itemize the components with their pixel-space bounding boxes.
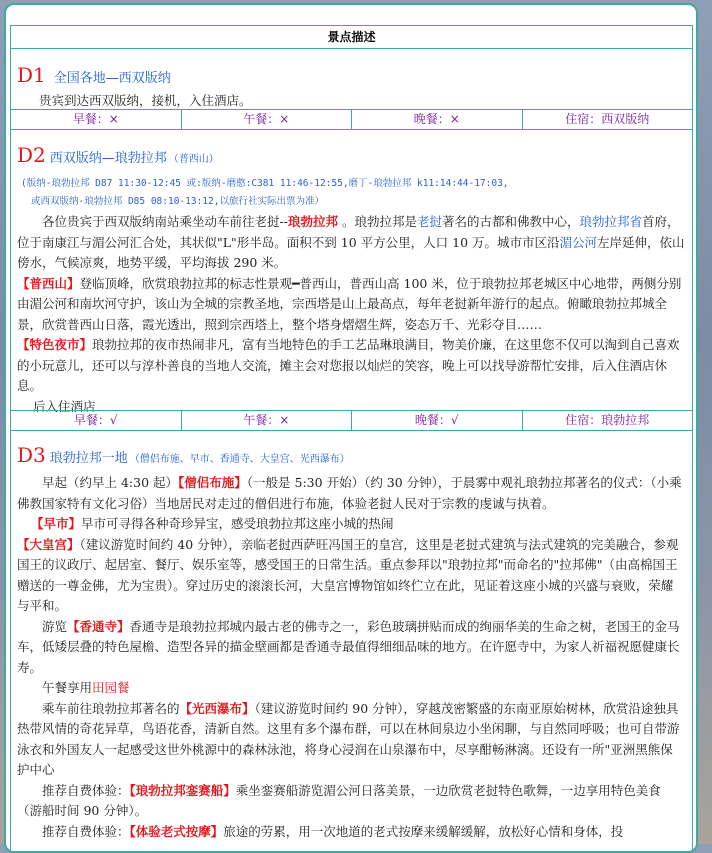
- day1-title: [17, 63, 171, 87]
- day3-section: [10, 431, 693, 851]
- day3-xiangtong: 游览【香通寺】香通寺是琅勃拉邦城内最古老的佛寺之一，彩色玻璃拼贴而成的绚丽华美的生命之树，老国王的金马车，低矮层叠的特色屋檐、造型各异的描金壁画都是香通寺最值得细细品味的地方。在许愿寺中，为家人祈福祝愿健康长寿。: [17, 618, 680, 675]
- itinerary-sheet: [4, 3, 698, 853]
- day2-puxi: 【普西山】登临顶峰，欣赏琅勃拉邦的标志性景观━普西山，普西山高 100 米，位于琅勃拉邦老城区中心地带，两侧分别由湄公河和南坎河守护，该山为全城的宗教圣地，宗西塔是山上最高点，每年老挝新年游行的起点。俯瞰琅勃拉邦城全景，欣赏普西山日落，霞光透出，照到宗西塔上，整个塔身熠熠生辉，姿态万千、光彩夺目……: [17, 275, 682, 332]
- day3-text: [17, 473, 685, 842]
- day1-meals: [10, 109, 693, 130]
- day3-number: D3: [17, 443, 46, 467]
- day1-breakfast: 早餐：×: [11, 110, 182, 129]
- day1-route: 全国各地—西双版纳: [53, 71, 171, 86]
- day3-title: [17, 443, 350, 467]
- day1-section: [10, 49, 693, 109]
- day1-body: 贵宾到达西双版纳，接机，入住酒店。: [39, 93, 252, 108]
- day2-title: [17, 143, 219, 167]
- day2-route: 西双版纳—琅勃拉邦: [49, 151, 167, 166]
- day2-lunch: 午餐：×: [182, 411, 353, 430]
- day2-hotel: 住宿：琅勃拉邦: [565, 413, 650, 427]
- day2-meals: [10, 410, 693, 431]
- day3-palace: 【大皇宫】（建议游览时间约 40 分钟），亲临老挝西萨旺冯国王的皇宫，这里是老挝式建筑与法式建筑的完美融合，参观国王的议政厅、起居室、餐厅、娱乐室等，感受国王的日常生活。重点参拜以"琅勃拉邦"而命名的"拉邦佛"（由高棉国王赠送的一尊金佛，尤为宝贵）。穿过历史的滚滚长河，大皇宫博物馆如终伫立在此，见证着这座小城的兴盛与衰败，荣耀与平和。: [17, 536, 679, 613]
- day2-train-line1: (版纳-琅勃拉邦 D87 11:30-12:45 或:版纳-磨憨:C381 11:46-12:55,磨丁-琅勃拉邦 k11:14:44-17:03,: [21, 178, 509, 189]
- day1-hotel: 住宿：西双版纳: [565, 112, 650, 126]
- section-header: 景点描述: [10, 25, 693, 49]
- day2-breakfast: 早餐：√: [11, 411, 182, 430]
- day3-massage: 推荐自费体验：【体验老式按摩】旅途的劳累，用一次地道的老式按摩来缓解缓解，放松好心情和身体，投: [42, 823, 624, 839]
- day2-hotel-note: 后入住酒店: [33, 398, 96, 414]
- day2-text: [17, 212, 685, 417]
- day2-section: [10, 130, 693, 414]
- day3-alms: 早起（约早上 4:30 起）【僧侣布施】（一般是 5:30 开始）（约 30 分钟），于晨雾中观礼琅勃拉邦著名的仪式：（小乘佛教国家特有文化习俗）当地居民对走过的僧侣进行布施，体验老挝人民对于宗教的虔诚与执着。: [17, 475, 682, 511]
- day2-nightmarket: 【特色夜市】琅勃拉邦的夜市热闹非凡，富有当地特色的手工艺品琳琅满目，物美价廉，在这里您不仅可以淘到自己喜欢的小玩意儿，还可以与淳朴善良的当地人交流，摊主会对您报以灿烂的笑容，晚上可以找导游帮忙安排，后入住酒店休息。: [17, 337, 680, 393]
- day1-number: D1: [17, 63, 46, 87]
- day3-route: 琅勃拉邦一地: [49, 451, 128, 466]
- day3-kuangsi: 乘车前往琅勃拉邦著名的【光西瀑布】（建议游览时间约 90 分钟），穿越茂密繁盛的东南亚原始树林，欣赏沿途独具热带风情的奇花异草，鸟语花香，清新自然。这里有多个瀑布群，可以在林间泉边小坐闲聊，与自然同呼吸；也可自带游泳衣和外国友人一起感受这世外桃源中的森林泳池，将身心浸润在山泉瀑布中，尽享酣畅淋漓。还设有一所"亚洲黑熊保护中心: [17, 700, 680, 777]
- day2-train-line2: 或西双版纳-琅勃拉邦 D85 08:10-13:12,以旅行社实际出票为准）: [31, 196, 324, 207]
- day2-dinner: 晚餐：√: [352, 411, 523, 430]
- day3-lunch: 午餐享用田园餐: [42, 680, 130, 695]
- day2-number: D2: [17, 143, 46, 167]
- day1-lunch: 午餐：×: [182, 110, 353, 129]
- day1-dinner: 晚餐：×: [352, 110, 523, 129]
- day3-boat: 推荐自费体验：【琅勃拉邦銮赛船】乘坐銮赛船游览湄公河日落美景，一边欣赏老挝特色歌舞，一边享用特色美食（游船时间 90 分钟）。: [17, 782, 661, 818]
- day3-sub: （僧侣布施、早市、香通寺、大皇宫、光西瀑布）: [129, 454, 350, 465]
- day2-intro: 各位贵宾于西双版纳南站乘坐动车前往老挝--琅勃拉邦 。琅勃拉邦是老挝著名的古都和佛教中心，琅勃拉邦省首府，位于南康江与湄公河汇合处，其状似"L"形半岛。面积不到 10 平方公里，人口 10 万。城市市区沿湄公河左岸延伸，依山傍水，气候凉爽，地势平缓，平均海拔 290 米。: [17, 214, 685, 270]
- day3-morningmarket: 【早市】早市可寻得各种奇珍异宝，感受琅勃拉邦这座小城的热闹: [31, 516, 394, 531]
- day2-sub: （普西山）: [168, 154, 219, 165]
